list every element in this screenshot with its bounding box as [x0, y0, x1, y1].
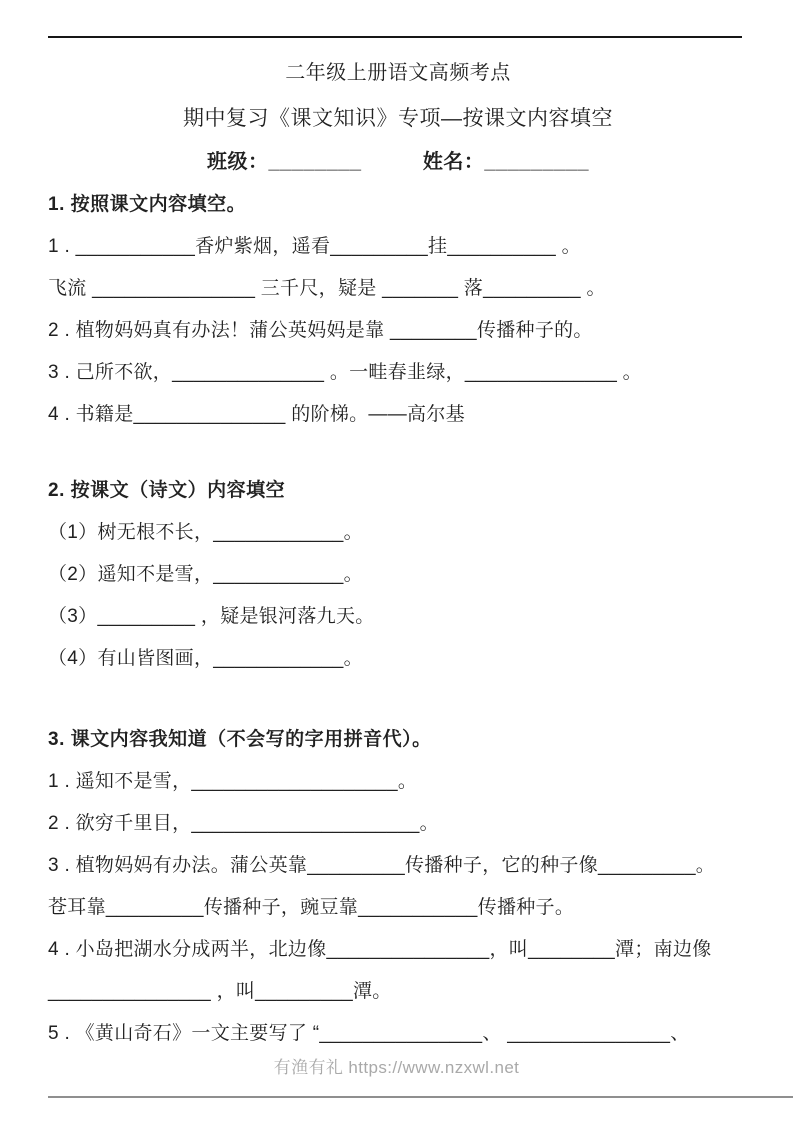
class-name-fields: 班级：________ 姓名：_________ [206, 151, 590, 173]
worksheet-line: （2）遥知不是雪，____________。 [48, 564, 363, 585]
section-2 [48, 477, 748, 673]
footer-watermark: 有渔有礼 https://www.nzxwl.net [273, 1058, 520, 1077]
document-title: 二年级上册语文高频考点 [285, 62, 511, 84]
section-heading: 2. 按课文（诗文）内容填空 [48, 480, 286, 501]
bottom-divider [48, 1096, 793, 1098]
worksheet-line: 3 . 植物妈妈有办法。蒲公英靠_________传播种子，它的种子像_________。 [48, 855, 716, 876]
worksheet-line: （3）_________ ，疑是银河落九天。 [48, 606, 375, 627]
worksheet-line: 飞流 _______________ 三千尺，疑是 _______ 落_________ 。 [48, 278, 606, 299]
worksheet-line: 1 . ___________香炉紫烟，遥看_________挂__________ 。 [48, 236, 581, 257]
worksheet-line: （4）有山皆图画，____________。 [48, 648, 363, 669]
worksheet-line: 1 . 遥知不是雪，___________________。 [48, 771, 418, 792]
worksheet-line: 3 . 己所不欲，______________ 。一畦春韭绿，______________ 。 [48, 362, 642, 383]
worksheet-line: _______________ ，叫_________潭。 [48, 981, 392, 1002]
worksheet-line: 4 . 小岛把湖水分成两半，北边像_______________，叫________潭；南边像 [48, 939, 712, 960]
worksheet-line: 2 . 欲穷千里目，_____________________。 [48, 813, 439, 834]
document-subtitle: 期中复习《课文知识》专项—按课文内容填空 [183, 107, 613, 130]
worksheet-page [48, 0, 748, 1048]
section-1 [48, 191, 748, 429]
worksheet-line: 5 . 《黄山奇石》一文主要写了 “_______________、 _______________、 [48, 1023, 690, 1044]
worksheet-sections [48, 191, 748, 1048]
worksheet-line: 苍耳靠_________传播种子，豌豆靠___________传播种子。 [48, 897, 575, 918]
section-3 [48, 726, 748, 1048]
worksheet-line: （1）树无根不长，____________。 [48, 522, 363, 543]
section-heading: 3. 课文内容我知道（不会写的字用拼音代）。 [48, 729, 432, 750]
section-heading: 1. 按照课文内容填空。 [48, 194, 247, 215]
worksheet-line: 2 . 植物妈妈真有办法！蒲公英妈妈是靠 ________传播种子的。 [48, 320, 593, 341]
worksheet-line: 4 . 书籍是______________ 的阶梯。——高尔基 [48, 404, 465, 425]
